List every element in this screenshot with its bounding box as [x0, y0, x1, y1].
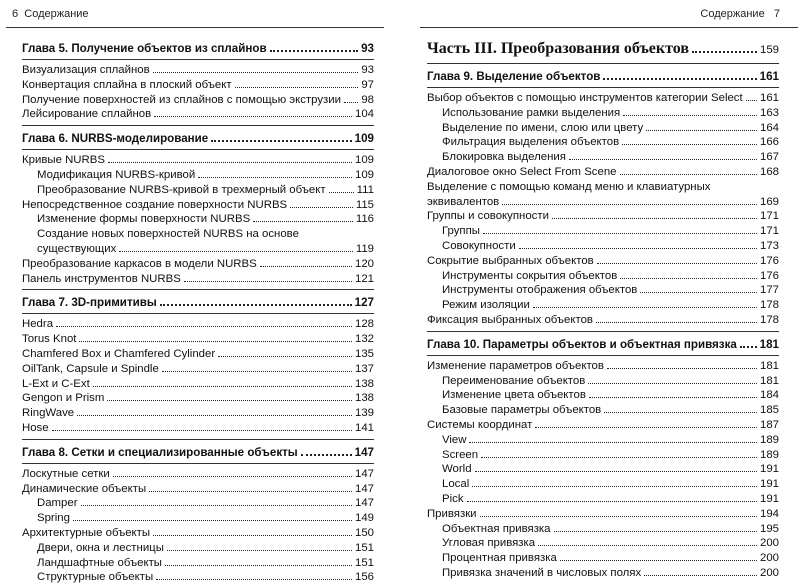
dot-leader: [554, 531, 757, 532]
entry-page: 200: [759, 537, 779, 550]
entry-page: 181: [759, 359, 779, 372]
toc-entry: [22, 444, 374, 461]
entry-title: Hedra: [22, 318, 54, 331]
dot-leader: [620, 174, 757, 175]
entry-title: Глава 7. 3D-примитивы: [22, 296, 157, 310]
entry-title: Pick: [442, 492, 464, 505]
dot-leader: [113, 476, 352, 477]
entry-title: Фиксация выбранных объектов: [427, 313, 593, 326]
entry-title: Ландшафтные объекты: [37, 556, 162, 569]
entry-title: Конвертация сплайна в плоский объект: [22, 78, 232, 91]
toc-entry: [427, 359, 779, 374]
toc-entry: [427, 165, 779, 180]
dot-leader: [153, 535, 352, 536]
toc-entry: [427, 195, 779, 210]
toc-entry: [427, 492, 779, 507]
toc-entry: [427, 106, 779, 121]
entry-title: Глава 9. Выделение объектов: [427, 70, 601, 83]
toc-entry: [427, 180, 779, 195]
dot-leader: [184, 281, 352, 282]
section-rule: [22, 149, 374, 150]
header-rule: [420, 27, 798, 28]
entry-page: 191: [759, 463, 779, 476]
toc-entry: [22, 257, 374, 272]
entry-page: 109: [354, 168, 374, 181]
toc-entry: [427, 536, 779, 551]
entry-page: 169: [759, 195, 779, 208]
running-head-title: Содержание: [700, 8, 765, 20]
toc-entry: [22, 63, 374, 78]
dot-leader: [740, 346, 757, 348]
entry-page: 173: [759, 239, 779, 252]
entry-page: 168: [759, 165, 779, 178]
section-rule: [427, 355, 779, 356]
header-rule: [6, 27, 384, 28]
dot-leader: [211, 140, 351, 142]
dot-leader: [502, 204, 757, 205]
dot-leader: [56, 326, 352, 327]
toc-entry: [22, 227, 374, 242]
section-rule: [22, 59, 374, 60]
toc-entry: [427, 418, 779, 433]
entry-page: 178: [759, 313, 779, 326]
entry-title: Глава 5. Получение объектов из сплайнов: [22, 42, 267, 55]
toc-entry: [22, 421, 374, 436]
entry-title: Выделение с помощью команд меню и клавиатурных: [427, 180, 711, 193]
toc-entry: [427, 336, 779, 353]
entry-page: 135: [354, 347, 374, 360]
dot-leader: [644, 575, 757, 576]
entry-page: 127: [354, 296, 374, 310]
dot-leader: [198, 177, 352, 178]
entry-page: 166: [759, 136, 779, 149]
dot-leader: [160, 304, 352, 306]
entry-title: Совокупности: [442, 239, 516, 252]
entry-page: 93: [361, 42, 374, 55]
dot-leader: [153, 72, 359, 73]
toc-entry: [22, 511, 374, 526]
entry-title: Модификация NURBS-кривой: [37, 168, 196, 181]
entry-page: 164: [759, 121, 779, 134]
toc-entry: [22, 93, 374, 108]
entry-title: Глава 10. Параметры объектов и объектная привязка: [427, 337, 737, 351]
entry-page: 147: [354, 497, 374, 510]
entry-page: 97: [361, 78, 374, 91]
dot-leader: [93, 386, 352, 387]
entry-title: Часть III. Преобразования объектов: [427, 40, 689, 57]
dot-leader: [52, 430, 352, 431]
entry-title: Кривые NURBS: [22, 154, 105, 167]
toc-entry: [22, 198, 374, 213]
toc-entry: [22, 362, 374, 377]
entry-page: 187: [759, 418, 779, 431]
toc-entry: [427, 566, 779, 581]
entry-page: 138: [354, 392, 374, 405]
toc-entry: [427, 239, 779, 254]
entry-title: Инструменты отображения объектов: [442, 284, 638, 297]
toc-entry: [22, 183, 374, 198]
entry-title: Архитектурные объекты: [22, 526, 151, 539]
toc-entry: [22, 40, 374, 57]
entry-page: 137: [354, 362, 374, 375]
entry-title: Создание новых поверхностей NURBS на основе: [37, 228, 299, 241]
dot-leader: [620, 278, 757, 279]
toc-entry: [22, 272, 374, 287]
dot-leader: [623, 115, 757, 116]
dot-leader: [483, 233, 757, 234]
dot-leader: [235, 87, 359, 88]
entry-title: Chamfered Box и Chamfered Cylinder: [22, 347, 216, 360]
entry-page: 151: [354, 541, 374, 554]
dot-leader: [77, 415, 352, 416]
entry-page: 128: [354, 318, 374, 331]
entry-title: Глава 8. Сетки и специализированные объекты: [22, 445, 298, 459]
toc-entry: [427, 209, 779, 224]
entry-page: 184: [759, 389, 779, 402]
toc-entry: [427, 283, 779, 298]
entry-page: 156: [354, 571, 374, 584]
entry-page: 121: [354, 272, 374, 285]
entry-title: Сокрытие выбранных объектов: [427, 254, 594, 267]
toc-entry: [22, 107, 374, 122]
toc-entry: [22, 467, 374, 482]
dot-leader: [480, 516, 757, 517]
dot-leader: [472, 486, 757, 487]
entry-page: 200: [759, 566, 779, 579]
dot-leader: [692, 51, 757, 53]
section-rule: [22, 313, 374, 314]
entry-title: Лоскутные сетки: [22, 467, 110, 480]
entry-title: OilTank, Capsule и Spindle: [22, 362, 159, 375]
toc-entry: [427, 507, 779, 522]
dot-leader: [329, 192, 354, 193]
entry-page: 150: [354, 526, 374, 539]
toc-entry: [22, 242, 374, 257]
dot-leader: [119, 251, 352, 252]
entry-title: Фильтрация выделения объектов: [442, 136, 620, 149]
toc-left: [22, 40, 374, 585]
entry-title: Диалоговое окно Select From Scene: [427, 165, 617, 178]
dot-leader: [588, 383, 757, 384]
dot-leader: [467, 501, 757, 502]
entry-page: 93: [361, 64, 374, 76]
section-rule: [22, 289, 374, 290]
entry-page: 111: [356, 183, 374, 196]
entry-title: Динамические объекты: [22, 482, 147, 495]
toc-entry: [22, 406, 374, 421]
entry-page: 159: [759, 44, 779, 56]
entry-title: Использование рамки выделения: [442, 106, 621, 119]
dot-leader: [156, 579, 352, 580]
dot-leader: [167, 550, 352, 551]
section-rule: [22, 439, 374, 440]
dot-leader: [622, 144, 757, 145]
toc-entry: [22, 482, 374, 497]
toc-entry: [427, 121, 779, 136]
dot-leader: [604, 412, 757, 413]
dot-leader: [107, 400, 352, 401]
toc-entry: [22, 570, 374, 585]
entry-title: Изменение параметров объектов: [427, 359, 604, 372]
toc-entry: [22, 168, 374, 183]
entry-page: 195: [759, 522, 779, 535]
entry-title: Лейсирование сплайнов: [22, 108, 152, 121]
toc-entry: [22, 332, 374, 347]
dot-leader: [218, 356, 352, 357]
entry-page: 185: [759, 404, 779, 417]
entry-title: Группы и совокупности: [427, 210, 549, 223]
toc-entry: [22, 78, 374, 93]
toc-entry: [427, 224, 779, 239]
dot-leader: [533, 307, 757, 308]
toc-entry: [22, 294, 374, 311]
entry-page: 161: [759, 92, 779, 104]
entry-title: Инструменты сокрытия объектов: [442, 269, 618, 282]
entry-title: Изменение формы поверхности NURBS: [37, 213, 251, 226]
section-rule: [22, 125, 374, 126]
toc-entry: [427, 135, 779, 150]
entry-title: Базовые параметры объектов: [442, 404, 602, 417]
entry-title: Группы: [442, 225, 480, 238]
entry-page: 176: [759, 254, 779, 267]
dot-leader: [475, 471, 757, 472]
entry-page: 104: [354, 108, 374, 121]
toc-entry: [427, 298, 779, 313]
entry-page: 98: [361, 93, 374, 106]
entry-title: Процентная привязка: [442, 552, 557, 565]
dot-leader: [640, 292, 757, 293]
entry-page: 115: [355, 198, 374, 211]
toc-entry: [427, 448, 779, 463]
dot-leader: [589, 397, 757, 398]
entry-title: View: [442, 433, 467, 446]
entry-page: 149: [354, 512, 374, 525]
entry-page: 171: [759, 210, 779, 223]
entry-title: Hose: [22, 421, 49, 434]
entry-title: Системы координат: [427, 418, 533, 431]
toc-entry: [427, 403, 779, 418]
entry-title: Изменение цвета объектов: [442, 389, 586, 402]
toc-entry: [427, 522, 779, 537]
entry-title: Объектная привязка: [442, 522, 551, 535]
dot-leader: [260, 266, 352, 267]
entry-title: Выделение по имени, слою или цвету: [442, 121, 644, 134]
entry-page: 147: [354, 445, 374, 459]
entry-page: 163: [759, 106, 779, 119]
toc-entry: [427, 388, 779, 403]
toc-entry: [427, 150, 779, 165]
entry-page: 178: [759, 299, 779, 312]
entry-title: Выбор объектов с помощью инструментов категории Select: [427, 92, 743, 104]
entry-page: 194: [759, 507, 779, 520]
entry-title: RingWave: [22, 407, 75, 420]
left-page: [0, 0, 396, 584]
page-number: 6: [12, 8, 19, 20]
dot-leader: [560, 560, 757, 561]
entry-page: 189: [759, 433, 779, 446]
entry-title: Привязки: [427, 507, 477, 520]
dot-leader: [646, 130, 757, 131]
toc-entry: [22, 317, 374, 332]
entry-page: 116: [355, 213, 374, 226]
entry-title: Визуализация сплайнов: [22, 64, 150, 76]
entry-page: 177: [759, 284, 779, 297]
running-head-left: [12, 8, 89, 20]
dot-leader: [607, 368, 757, 369]
dot-leader: [162, 371, 352, 372]
entry-title: Непосредственное создание поверхности NURBS: [22, 198, 288, 211]
dot-leader: [469, 442, 757, 443]
entry-title: Преобразование NURBS-кривой в трехмерный объект: [37, 183, 326, 196]
entry-page: 151: [354, 556, 374, 569]
entry-page: 141: [354, 421, 374, 434]
toc-entry: [427, 313, 779, 328]
entry-title: Damper: [37, 497, 78, 510]
section-rule: [427, 87, 779, 88]
dot-leader: [108, 162, 352, 163]
entry-page: 139: [354, 407, 374, 420]
entry-title: World: [442, 463, 472, 476]
entry-title: Переименование объектов: [442, 374, 586, 387]
toc-entry: [22, 496, 374, 511]
entry-page: 109: [354, 154, 374, 167]
dot-leader: [79, 341, 352, 342]
entry-page: 147: [354, 467, 374, 480]
dot-leader: [81, 505, 352, 506]
toc-entry: [22, 526, 374, 541]
entry-page: 138: [354, 377, 374, 390]
entry-title: L-Ext и C-Ext: [22, 377, 90, 390]
toc-entry: [427, 433, 779, 448]
entry-page: 167: [759, 151, 779, 164]
toc-entry: [427, 462, 779, 477]
dot-leader: [344, 102, 358, 103]
entry-page: 147: [354, 482, 374, 495]
dot-leader: [290, 207, 353, 208]
toc-entry: [427, 551, 779, 566]
entry-title: Gengon и Prism: [22, 392, 105, 405]
toc-entry: [22, 377, 374, 392]
section-rule: [22, 463, 374, 464]
entry-title: Панель инструментов NURBS: [22, 272, 181, 285]
entry-page: 200: [759, 552, 779, 565]
entry-title: Угловая привязка: [442, 537, 536, 550]
toc-entry: [22, 212, 374, 227]
section-rule: [427, 63, 779, 64]
entry-title: Преобразование каркасов в модели NURBS: [22, 257, 257, 270]
entry-title: Режим изоляции: [442, 299, 530, 312]
dot-leader: [552, 218, 757, 219]
entry-page: 181: [759, 337, 779, 351]
running-head-title: Содержание: [24, 8, 89, 20]
dot-leader: [519, 248, 757, 249]
entry-title: Spring: [37, 512, 70, 525]
toc-entry: [22, 347, 374, 362]
toc-entry: [427, 91, 779, 106]
entry-page: 181: [759, 374, 779, 387]
entry-title: Torus Knot: [22, 333, 77, 346]
dot-leader: [149, 491, 352, 492]
dot-leader: [535, 427, 757, 428]
entry-title: Двери, окна и лестницы: [37, 541, 164, 554]
toc-entry: [22, 556, 374, 571]
entry-page: 120: [354, 257, 374, 270]
entry-title: существующих: [37, 242, 117, 255]
dot-leader: [270, 50, 359, 52]
dot-leader: [154, 116, 352, 117]
entry-title: Привязка значений в числовых полях: [442, 566, 642, 579]
toc-entry: [427, 477, 779, 492]
section-rule: [427, 331, 779, 332]
right-page: [404, 0, 800, 579]
entry-title: Local: [442, 478, 470, 491]
entry-title: Screen: [442, 448, 479, 461]
toc-entry: [22, 391, 374, 406]
entry-page: 132: [354, 333, 374, 346]
dot-leader: [746, 100, 757, 101]
toc-entry: [22, 130, 374, 147]
entry-title: эквивалентов: [427, 195, 500, 208]
dot-leader: [569, 159, 757, 160]
entry-title: Блокировка выделения: [442, 151, 566, 164]
toc-entry: [427, 68, 779, 85]
dot-leader: [603, 78, 756, 80]
toc-entry: [427, 254, 779, 269]
entry-title: Структурные объекты: [37, 571, 154, 584]
entry-page: 176: [759, 269, 779, 282]
toc-entry: [427, 38, 779, 60]
page-number: 7: [773, 8, 780, 20]
entry-page: 191: [759, 492, 779, 505]
dot-leader: [481, 457, 757, 458]
toc-entry: [22, 541, 374, 556]
entry-page: 189: [759, 448, 779, 461]
entry-page: 109: [354, 132, 374, 146]
running-head-right: [700, 8, 780, 20]
dot-leader: [73, 520, 352, 521]
entry-title: Получение поверхностей из сплайнов с помощью экструзии: [22, 93, 341, 106]
toc-entry: [427, 374, 779, 389]
toc-right: [427, 38, 779, 581]
dot-leader: [253, 221, 353, 222]
entry-page: 161: [759, 70, 779, 83]
dot-leader: [301, 454, 352, 456]
toc-entry: [427, 269, 779, 284]
entry-page: 119: [355, 242, 374, 255]
dot-leader: [597, 263, 757, 264]
entry-title: Глава 6. NURBS-моделирование: [22, 132, 209, 146]
entry-page: 191: [759, 478, 779, 491]
dot-leader: [538, 545, 757, 546]
entry-page: 171: [759, 225, 779, 238]
toc-entry: [22, 153, 374, 168]
dot-leader: [596, 322, 757, 323]
